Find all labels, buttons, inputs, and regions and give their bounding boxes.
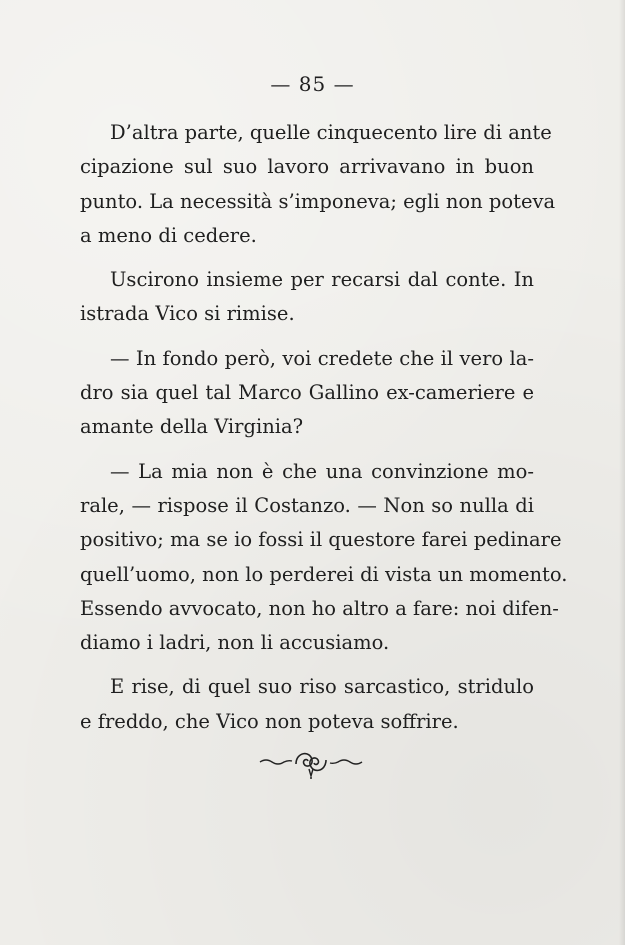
text-line: — In fondo però, voi credete che il vero la- [110, 346, 534, 370]
page-edge-shadow [619, 0, 625, 945]
text-line: quell’uomo, non lo perderei di vista un momento. [80, 562, 568, 586]
paragraph [80, 116, 556, 253]
text-line: cipazione sul suo lavoro arrivavano in buon [80, 155, 534, 179]
text-line: Uscirono insieme per recarsi dal conte. In [110, 268, 534, 292]
text-line: dro sia quel tal Marco Gallino ex-cameriere e [80, 381, 534, 405]
paragraph [80, 455, 568, 661]
text-line: istrada Vico si rimise. [80, 302, 295, 326]
text-line: Essendo avvocato, non ho altro a fare: noi difen- [80, 596, 559, 620]
text-line: amante della Virginia? [80, 415, 304, 439]
body-text [80, 116, 568, 739]
text-line: positivo; ma se io fossi il questore farei pedinare [80, 528, 562, 552]
text-line: rale, — rispose il Costanzo. — Non so nulla di [80, 493, 534, 517]
paragraph [80, 670, 534, 739]
text-line: e freddo, che Vico non poteva soffrire. [80, 709, 459, 733]
paragraph [80, 342, 534, 445]
text-line: — La mia non è che una convinzione mo- [110, 459, 534, 483]
page-number: — 85 — [270, 72, 355, 96]
text-line: punto. La necessità s’imponeva; egli non poteva [80, 189, 556, 213]
text-line: D’altra parte, quelle cinquecento lire di ante [110, 121, 552, 144]
text-line: a meno di cedere. [80, 223, 257, 247]
paragraph [80, 263, 534, 332]
decorative-fleuron-icon [256, 744, 366, 780]
text-line: diamo i ladri, non li accusiamo. [80, 631, 390, 655]
text-line: E rise, di quel suo riso sarcastico, stridulo [110, 675, 534, 699]
